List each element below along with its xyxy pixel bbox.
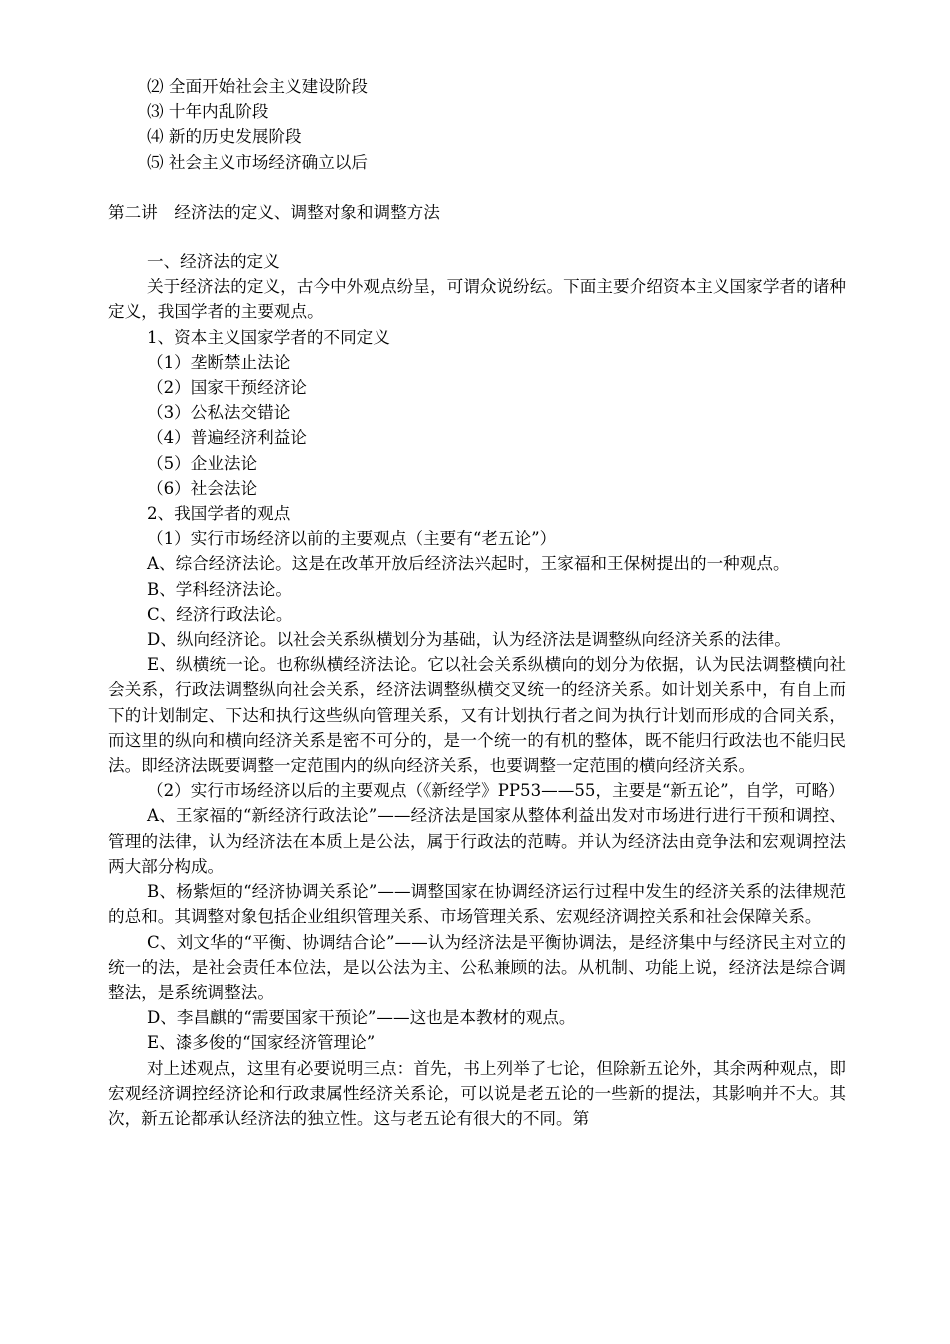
paragraph: E、纵横统一论。也称纵横经济法论。它以社会关系纵横向的划分为依据，认为民法调整横向社会关系，行政法调整纵向社会关系，经济法调整纵横交叉统一的经济关系。如计划关系中，有自上而下的计划制定、下达和执行这些纵向管理关系，又有计划执行者之间为执行计划而形成的合同关系，而这里的纵向和横向经济关系是密不可分的，是一个统一的有机的整体，既不能归行政法也不能归民法。即经济法既要调整一定范围内的纵向经济关系，也要调整一定范围的横向经济关系。	[108, 655, 846, 776]
list-item: ⑷ 新的历史发展阶段	[147, 127, 302, 147]
paragraph: B、杨紫烜的“经济协调关系论”——调整国家在协调经济运行过程中发生的经济关系的法律规范的总和。其调整对象包括企业组织管理关系、市场管理关系、宏观经济调控关系和社会保障关系。	[108, 882, 846, 927]
document-body	[0, 74, 950, 1131]
paragraph: C、刘文华的“平衡、协调结合论”——认为经济法是平衡协调法，是经济集中与经济民主对立的统一的法，是社会责任本位法，是以公法为主、公私兼顾的法。从机制、功能上说，经济法是综合调整法，是系统调整法。	[108, 932, 846, 1002]
paragraph: E、漆多俊的“国家经济管理论”	[147, 1033, 376, 1053]
paragraph: 关于经济法的定义，古今中外观点纷呈，可谓众说纷纭。下面主要介绍资本主义国家学者的诸种定义，我国学者的主要观点。	[108, 277, 846, 322]
subsection-title: 2、我国学者的观点	[147, 504, 291, 524]
paragraph: 对上述观点，这里有必要说明三点：首先，书上列举了七论，但除新五论外，其余两种观点，即宏观经济调控经济论和行政隶属性经济关系论，可以说是老五论的一些新的提法，其影响并不大。其次，新五论都承认经济法的独立性。这与老五论有很大的不同。第	[108, 1058, 846, 1128]
paragraph: C、经济行政法论。	[147, 604, 293, 624]
list-item: （3）公私法交错论	[147, 403, 291, 423]
paragraph: D、李昌麒的“需要国家干预论”——这也是本教材的观点。	[147, 1008, 576, 1028]
lecture-title: 第二讲 经济法的定义、调整对象和调整方法	[108, 202, 440, 222]
list-item: （5）企业法论	[147, 453, 258, 473]
list-item: （2）国家干预经济论	[147, 378, 307, 398]
list-item: （4）普遍经济利益论	[147, 428, 307, 448]
paragraph: A、王家福的“新经济行政法论”——经济法是国家从整体利益出发对市场进行进行干预和调控、管理的法律，认为经济法在本质上是公法，属于行政法的范畴。并认为经济法由竞争法和宏观调控法两大部分构成。	[108, 806, 846, 876]
list-item: ⑵ 全面开始社会主义建设阶段	[147, 77, 368, 96]
subsection-title: 1、资本主义国家学者的不同定义	[147, 327, 390, 347]
section-title: 一、经济法的定义	[147, 252, 280, 272]
paragraph: （1）实行市场经济以前的主要观点（主要有“老五论”）	[147, 529, 557, 549]
list-item: （6）社会法论	[147, 478, 258, 498]
paragraph: （2）实行市场经济以后的主要观点（《新经学》PP53——55，主要是“新五论”，自学，可略）	[147, 781, 845, 801]
list-item: （1）垄断禁止法论	[147, 352, 291, 372]
paragraph: A、综合经济法论。这是在改革开放后经济法兴起时，王家福和王保树提出的一种观点。	[147, 554, 790, 574]
paragraph: B、学科经济法论。	[147, 579, 292, 599]
list-item: ⑶ 十年内乱阶段	[147, 102, 269, 122]
list-item: ⑸ 社会主义市场经济确立以后	[147, 152, 368, 172]
paragraph: D、纵向经济论。以社会关系纵横划分为基础，认为经济法是调整纵向经济关系的法律。	[147, 630, 791, 650]
